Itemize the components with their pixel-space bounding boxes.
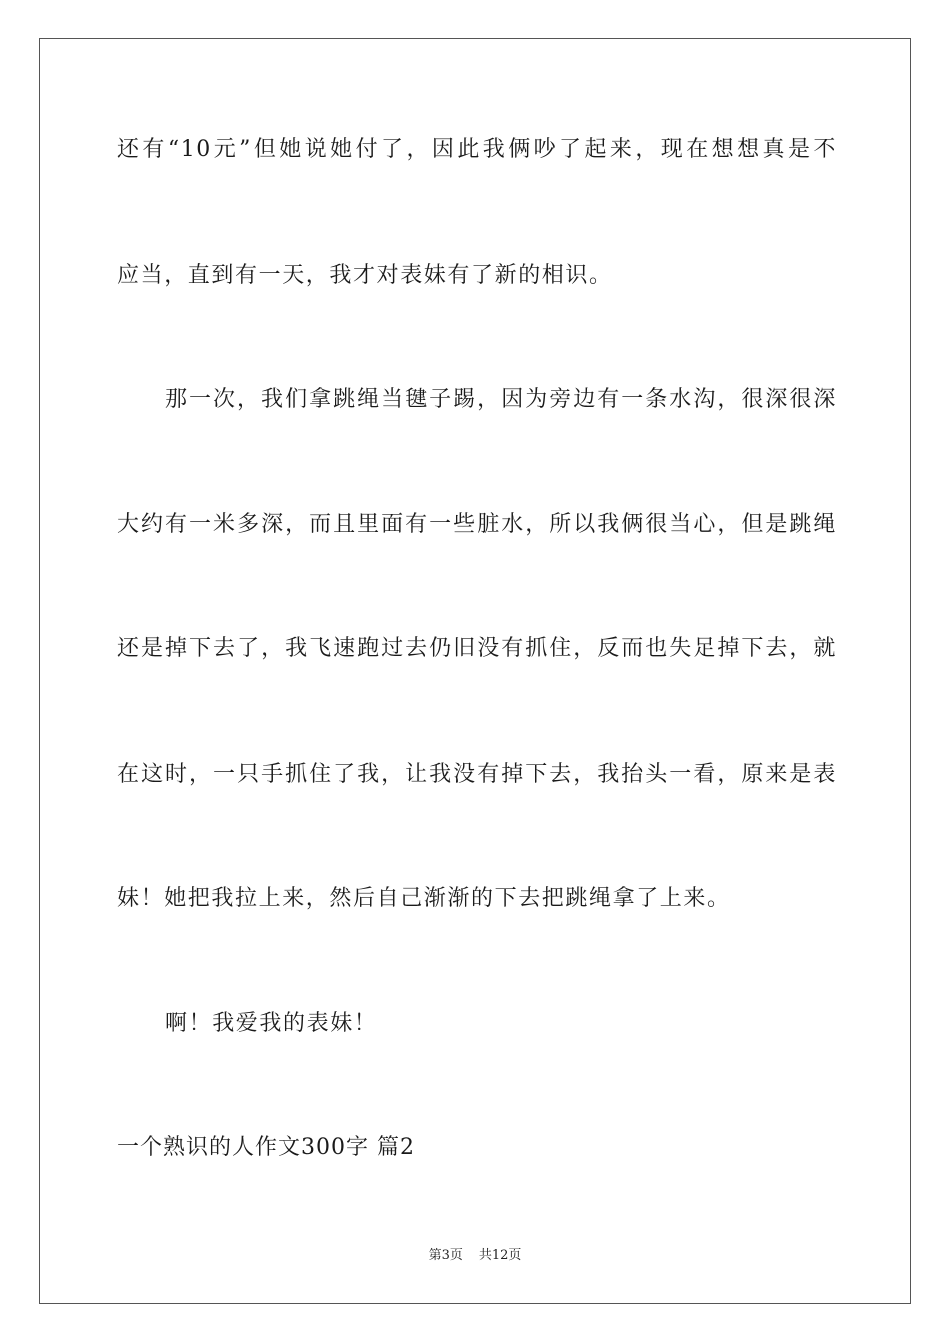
paragraph-line-8: 啊！我爱我的表妹！ [165,1011,378,1036]
page-frame [39,38,911,1304]
paragraph-line-5: 还是掉下去了，我飞速跑过去仍旧没有抓住，反而也失足掉下去，就 [117,636,837,661]
paragraph-line-3: 那一次，我们拿跳绳当毽子踢，因为旁边有一条水沟，很深很深 [165,387,837,412]
paragraph-line-2: 应当，直到有一天，我才对表妹有了新的相识。 [117,263,613,288]
section-heading: 一个熟识的人作文300字 篇2 [117,1135,415,1160]
paragraph-line-7: 妹！她把我拉上来，然后自己渐渐的下去把跳绳拿了上来。 [117,886,731,911]
page-number-current: 第3页 [428,1248,463,1263]
page-footer [0,1247,950,1265]
paragraph-line-1: 还有“10元”但她说她付了，因此我俩吵了起来，现在想想真是不 [117,137,837,162]
page-number-total: 共12页 [478,1248,522,1263]
paragraph-line-6: 在这时，一只手抓住了我，让我没有掉下去，我抬头一看，原来是表 [117,762,837,787]
paragraph-line-4: 大约有一米多深，而且里面有一些脏水，所以我俩很当心，但是跳绳 [117,512,837,537]
